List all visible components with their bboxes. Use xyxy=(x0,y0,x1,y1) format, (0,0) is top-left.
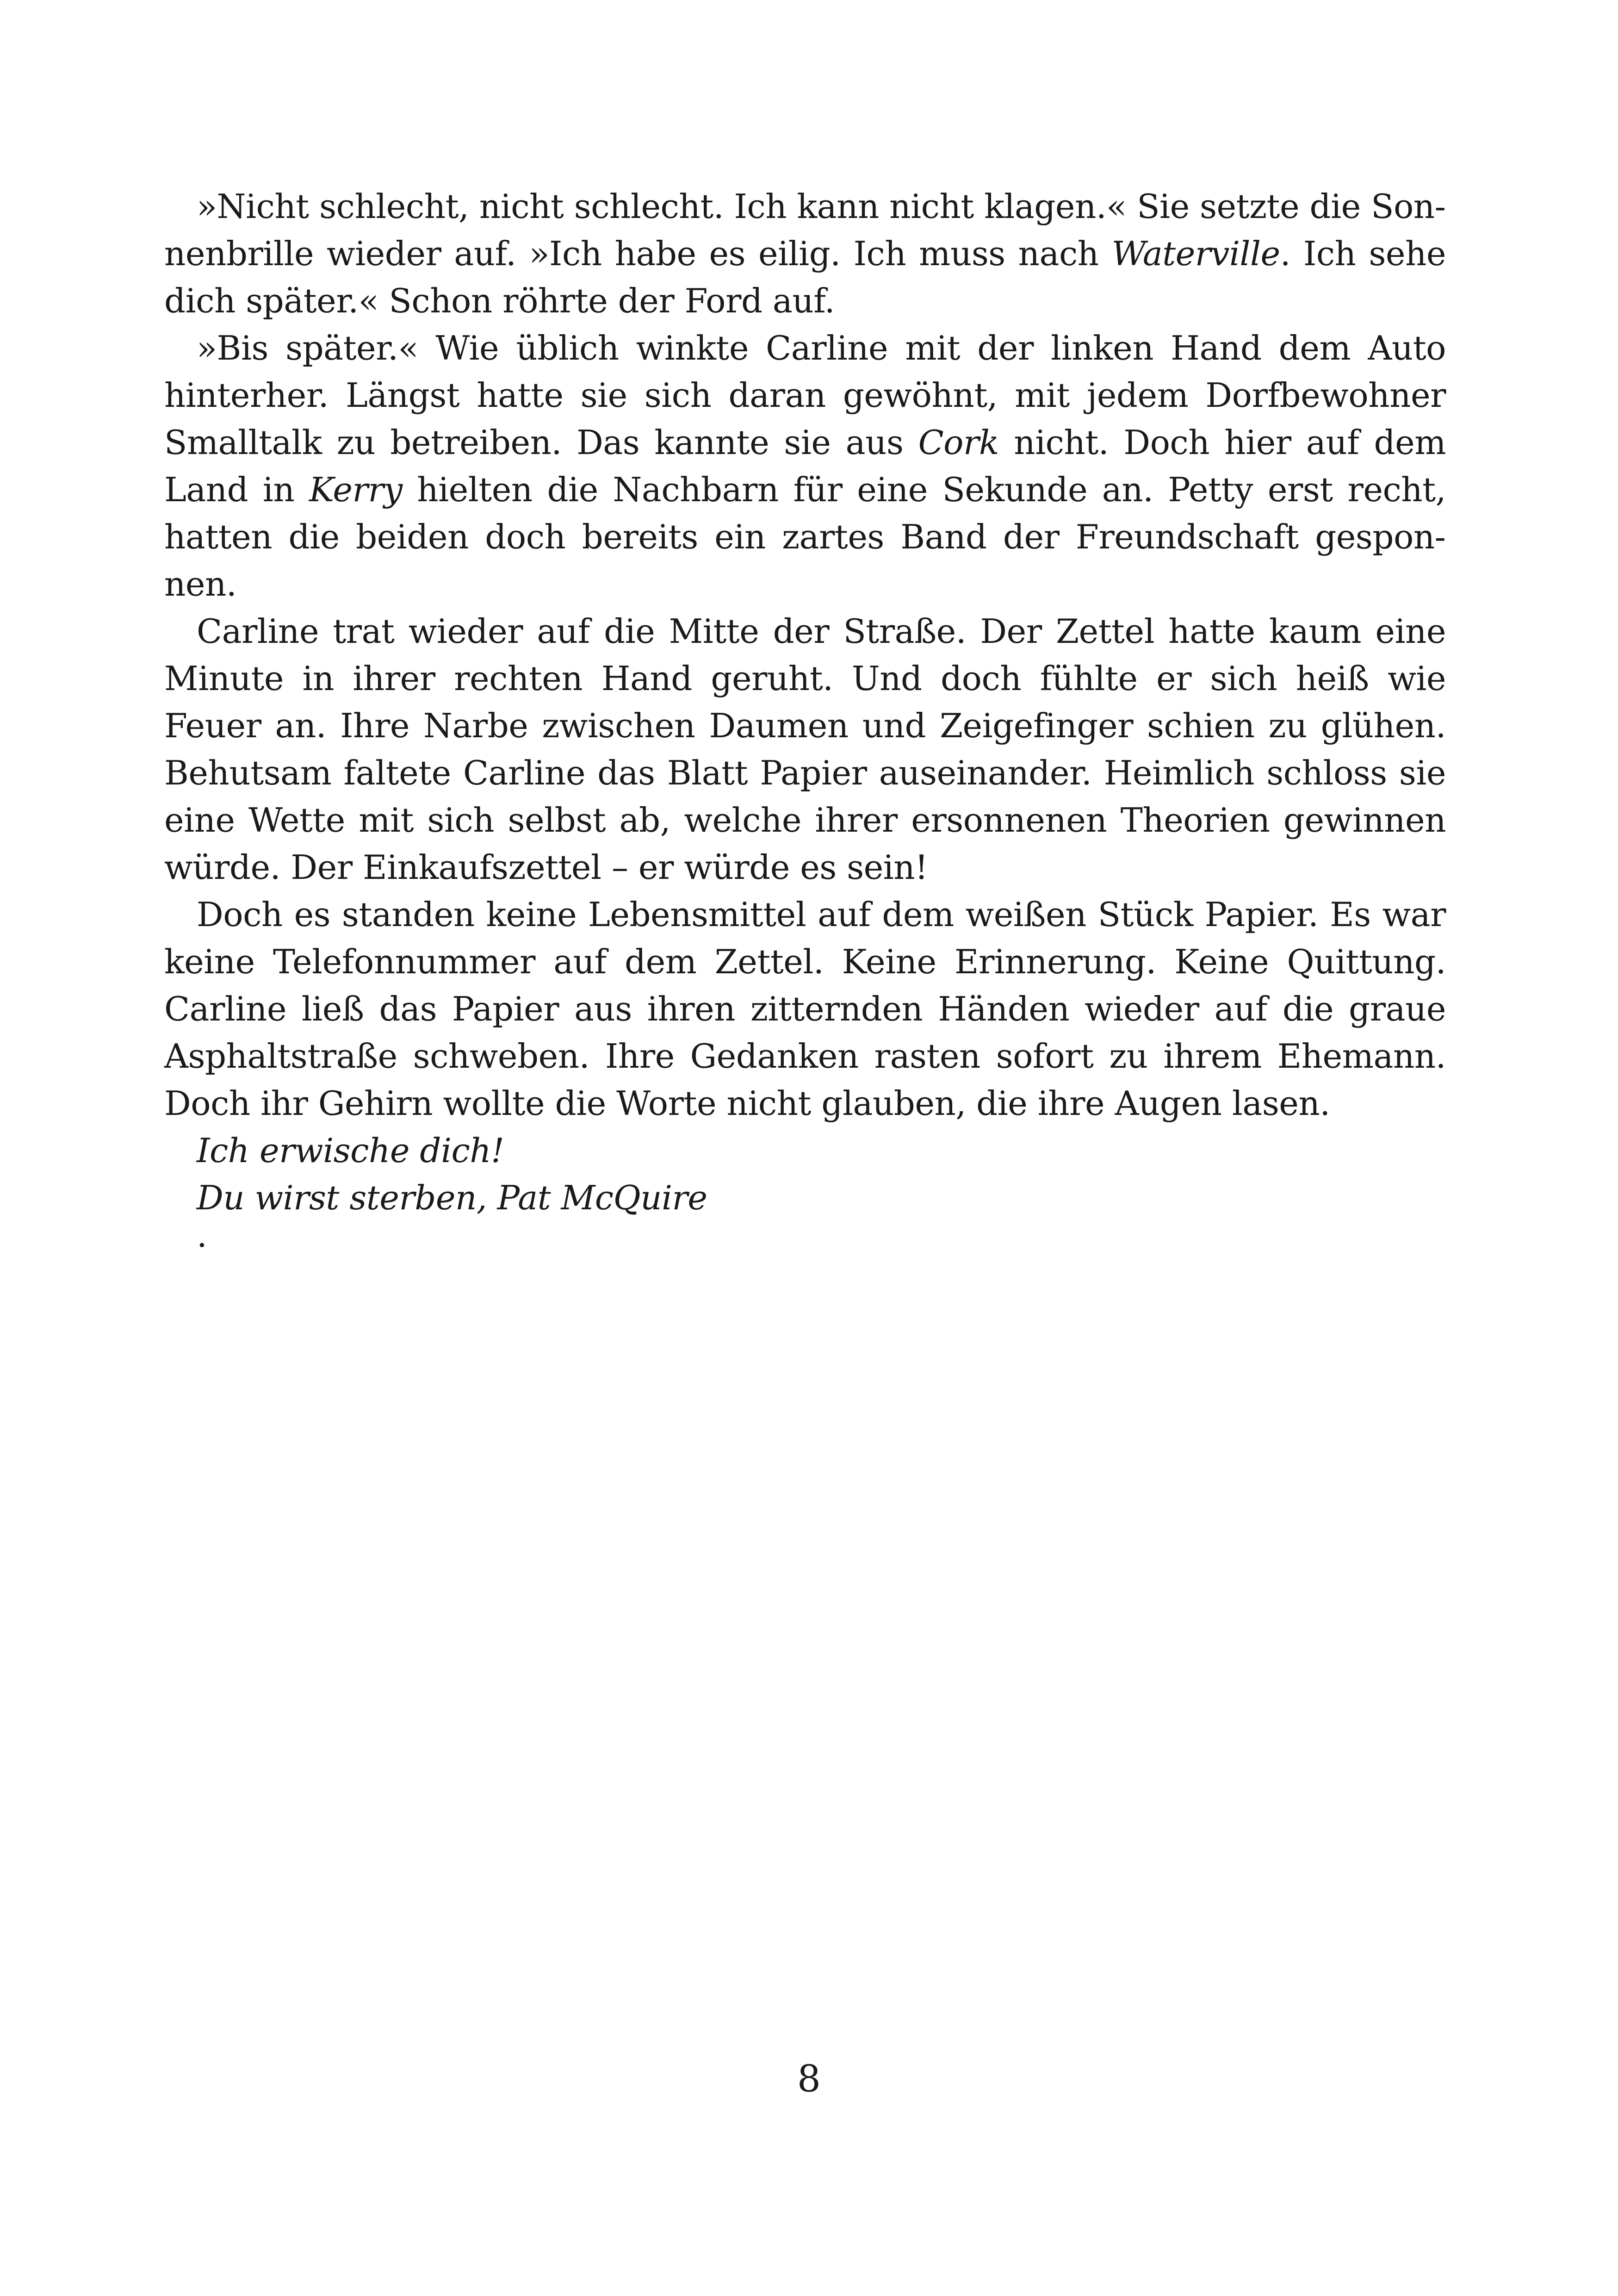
note-line-1: Ich erwische dich! xyxy=(197,1131,504,1170)
paragraph-3-segment-1: Carline trat wieder auf die Mitte der Straße. Der Zettel hatte kaum eine Minute in ihrer rechten Hand geruht. Und doch fühlte er sich heiß wie Feuer an. Ihre Narbe zwischen Daumen und Zeigefinger schien zu glühen. Behutsam faltete Carline das Blatt Papier auseinander. Heimlich schloss sie eine Wette mit sich selbst ab, welche ihrer ersonnenen Theorien gewinnen würde. Der Einkaufszettel – er würde es sein! xyxy=(164,612,1446,887)
paragraph-2-segment-3: nicht. Doch hier auf dem Land in xyxy=(164,423,1446,509)
paragraph-4 xyxy=(164,891,1446,1127)
paragraph-1-segment-1: »Nicht schlecht, nicht schlecht. Ich kann nicht klagen.« Sie setzte die Sonnenbrille wieder auf. »Ich habe es eilig. Ich muss nach xyxy=(164,187,1446,273)
paragraph-1 xyxy=(164,183,1446,324)
page-number-text: 8 xyxy=(797,2057,821,2100)
page-number xyxy=(0,2057,1618,2100)
trailing-dot: . xyxy=(197,1216,207,1255)
paragraph-1-segment-3: . Ich sehe dich später.« Schon röhrte der Ford auf. xyxy=(164,234,1446,320)
paragraph-2 xyxy=(164,324,1446,608)
place-name-waterville: Waterville xyxy=(1111,234,1280,273)
place-name-kerry: Kerry xyxy=(309,470,403,509)
paragraph-2-segment-5: hielten die Nachbarn für eine Sekunde an. Petty erst recht, hatten die beiden doch bereits ein zartes Band der Freundschaft gesponnen. xyxy=(164,470,1446,604)
paragraph-4-segment-1: Doch es standen keine Lebensmittel auf dem weißen Stück Papier. Es war keine Telefonnummer auf dem Zettel. Keine Erinnerung. Keine Quittung. Carline ließ das Papier aus ihren zitternden Händen wieder auf die graue Asphaltstraße schweben. Ihre Gedanken rasten sofort zu ihrem Ehemann. Doch ihr Gehirn wollte die Worte nicht glauben, die ihre Augen lasen. xyxy=(164,895,1446,1123)
note-line-2: Du wirst sterben, Pat McQuire xyxy=(197,1178,707,1217)
body-text xyxy=(164,183,1446,1255)
paragraph-3 xyxy=(164,608,1446,891)
paragraph-2-segment-1: »Bis später.« Wie üblich winkte Carline mit der linken Hand dem Auto hinterher. Längst hatte sie sich daran gewöhnt, mit jedem Dorfbewohner Smalltalk zu betreiben. Das kannte sie aus xyxy=(164,329,1446,462)
place-name-cork: Cork xyxy=(918,423,999,462)
